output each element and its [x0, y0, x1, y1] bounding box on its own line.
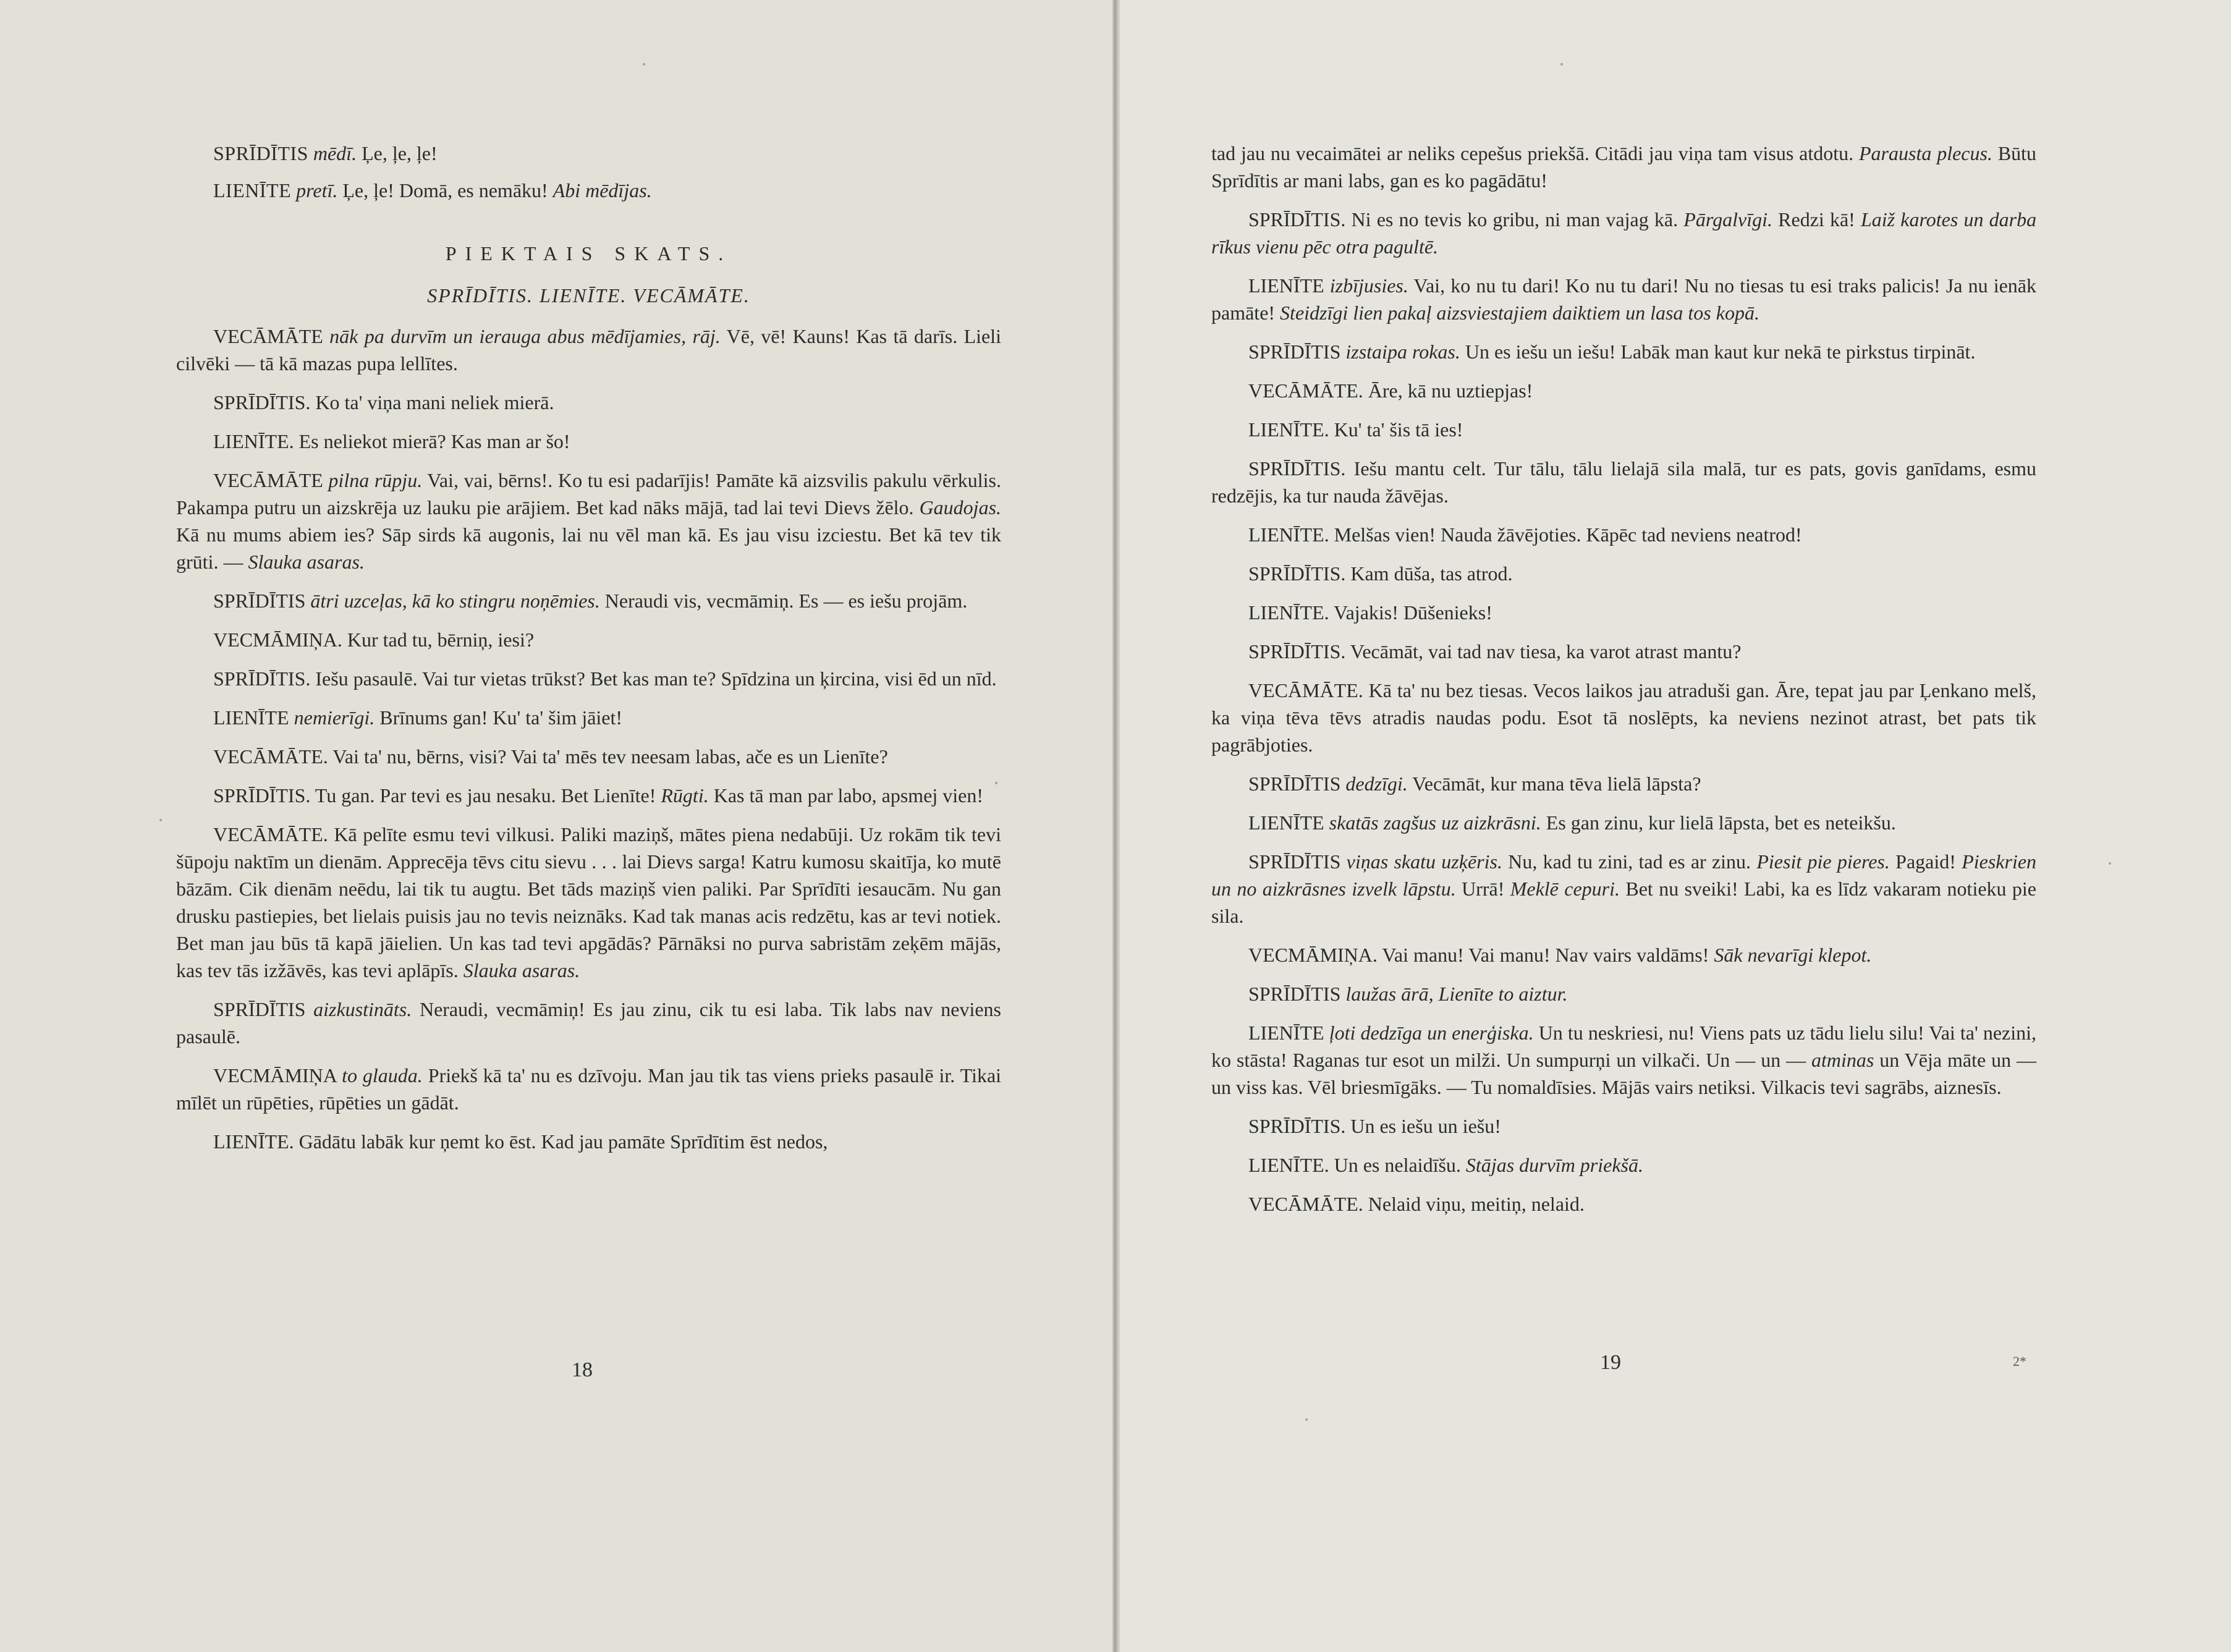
dialogue-line: VECĀMĀTE. Kā pelīte esmu tevi vilkusi. Paliki maziņš, mātes piena nedabūji. Uz rokām tik tevi šūpoju naktīm un dienām. Apprecēja tēvs citu sievu . . . lai Dievs sarga! Katru kumosu skaitīja, ko mutē bāzām. Cik dienām neēdu, lai tik tu augtu. Bet tāds maziņš vien paliki. Par Sprīdīti iesaucām. Nu gan drusku pastiepies, bet lielais puisis jau no tevis neiznāks. Kad tak manas acis redzētu, kas ar tevi notiek. Bet man jau būs tā kapā jāielien. Un kas tad tevi apgādās? Pārnāksi no purva sabristām zeķēm mājās, kas tev tās izžāvēs, kas tevi aplāpīs. Slauka asaras. [176, 823, 1002, 981]
paper-speck [159, 819, 162, 821]
dialogue-line: LIENĪTE nemierīgi. Brīnums gan! Ku' ta' šim jāiet! [213, 706, 623, 729]
dialogue-line: SPRĪDĪTIS. Un es iešu un iešu! [1248, 1115, 1501, 1137]
dialogue-line: LIENĪTE. Es neliekot mierā? Kas man ar šo! [213, 430, 570, 452]
dialogue-line: SPRĪDĪTIS mēdī. Ļe, ļe, ļe! [213, 142, 438, 164]
dialogue-line: VECMĀMIŅA. Vai manu! Vai manu! Nav vairs valdāms! Sāk nevarīgi klepot. [1248, 944, 1872, 966]
dialogue-line: VECĀMĀTE. Kā ta' nu bez tiesas. Vecos laikos jau atraduši gan. Āre, tepat jau par Ļenkano melš, ka viņa tēva tēvs atradis naudas podu. Esot tā noslēpts, ka neviens nezinot atrast, bet pats tik pagrābjoties. [1211, 679, 2037, 756]
dialogue-line: LIENĪTE pretī. Ļe, ļe! Domā, es nemāku! Abi mēdījas. [213, 179, 652, 201]
dialogue-line: VECMĀMIŅA to glauda. Priekš kā ta' nu es dzīvoju. Man jau tik tas viens prieks pasaulē ir. Tikai mīlēt un rūpēties, rūpēties un gādāt. [176, 1064, 1002, 1114]
paper-speck [1560, 63, 1563, 66]
dialogue-line: SPRĪDĪTIS ātri uzceļas, kā ko stingru noņēmies. Neraudi vis, vecmāmiņ. Es — es iešu projām. [213, 590, 968, 612]
dialogue-line: SPRĪDĪTIS. Iešu pasaulē. Vai tur vietas trūkst? Bet kas man te? Spīdzina un ķircina, visi ēd un nīd. [213, 667, 997, 690]
paper-speck [2109, 862, 2111, 865]
dialogue-line: VECĀMĀTE. Āre, kā nu uztiepjas! [1248, 379, 1533, 402]
dialogue-line: VECĀMĀTE nāk pa durvīm un ierauga abus mēdījamies, rāj. Vē, vē! Kauns! Kas tā darīs. Lieli cilvēki — tā kā mazas pupa lellītes. [176, 325, 1002, 375]
dialogue-line: LIENĪTE skatās zagšus uz aizkrāsni. Es gan zinu, kur lielā lāpsta, bet es neteikšu. [1248, 811, 1896, 834]
signature-mark: 2* [2013, 1353, 2026, 1369]
right-page-text [1211, 140, 2036, 1229]
dialogue-line: SPRĪDĪTIS. Vecāmāt, vai tad nav tiesa, ka varot atrast mantu? [1248, 640, 1742, 663]
dialogue-line: VECMĀMIŅA. Kur tad tu, bērniņ, iesi? [213, 629, 535, 651]
dialogue-line: LIENĪTE. Ku' ta' šis tā ies! [1248, 418, 1463, 441]
dialogue-line: SPRĪDĪTIS. Ko ta' viņa mani neliek mierā. [213, 391, 554, 413]
scene-heading: PIEKTAIS SKATS. [445, 242, 732, 265]
book-gutter [1112, 0, 1120, 1652]
scene-cast: SPRĪDĪTIS. LIENĪTE. VECĀMĀTE. [427, 284, 750, 307]
dialogue-line: VECĀMĀTE. Vai ta' nu, bērns, visi? Vai ta' mēs tev neesam labas, ače es un Lienīte? [213, 745, 888, 768]
page-number: 18 [572, 1358, 593, 1381]
left-page [0, 0, 1112, 1652]
dialogue-line: SPRĪDĪTIS viņas skatu uzķēris. Nu, kad tu zini, tad es ar zinu. Piesit pie pieres. Pagaid! Pieskrien un no aizkrāsnes izvelk lāpstu. Urrā! Meklē cepuri. Bet nu sveiki! Labi, ka es līdz vakaram notieku pie sila. [1211, 850, 2037, 927]
right-page [1120, 0, 2231, 1652]
left-page-text [176, 140, 1001, 1167]
dialogue-line: LIENĪTE. Melšas vien! Nauda žāvējoties. Kāpēc tad neviens neatrod! [1248, 523, 1802, 546]
dialogue-line: SPRĪDĪTIS dedzīgi. Vecāmāt, kur mana tēva lielā lāpsta? [1248, 773, 1701, 795]
paper-speck [995, 782, 997, 784]
dialogue-line: tad jau nu vecaimātei ar neliks cepešus priekšā. Citādi jau viņa tam visus atdotu. Paraustа plecus. Būtu Sprīdītis ar mani labs, gan es ko pagādātu! [1211, 142, 2037, 192]
dialogue-line: SPRĪDĪTIS. Iešu mantu celt. Tur tālu, tālu lielajā sila malā, tur es pats, govis ganīdams, esmu redzējis, ka tur nauda žāvējas. [1211, 457, 2037, 507]
dialogue-line: SPRĪDĪTIS laužas ārā, Lienīte to aiztur. [1248, 983, 1568, 1005]
dialogue-line: LIENĪTE izbījusies. Vai, ko nu tu dari! Ko nu tu dari! Nu no tiesas tu esi traks palicis! Ja nu ienāk pamāte! Steidzīgi lien pakaļ aizsviestajiem daiktiem un lasa tos kopā. [1211, 274, 2036, 324]
paper-speck [643, 63, 645, 66]
dialogue-line: LIENĪTE ļoti dedzīga un enerģiska. Un tu neskriesi, nu! Viens pats uz tādu lielu silu! Vai ta' nezini, ko stāsta! Raganas tur esot un milži. Un sumpurņi un vilkači. Un — un — atminas un Vēja māte un — un viss kas. Vēl briesmīgāks. — Tu nomaldīsies. Mājās vairs netiksi. Vilkacis tevi sagrābs, aiznesīs. [1211, 1022, 2037, 1098]
page-number: 19 [1600, 1351, 1621, 1374]
dialogue-line: LIENĪTE. Vajakis! Dūšenieks! [1248, 601, 1492, 624]
dialogue-line: SPRĪDĪTIS aizkustināts. Neraudi, vecmāmiņ! Es jau zinu, cik tu esi laba. Tik labs nav neviens pasaulē. [176, 998, 1002, 1048]
dialogue-line: VECĀMĀTE. Nelaid viņu, meitiņ, nelaid. [1248, 1193, 1585, 1215]
paper-speck [1305, 1418, 1308, 1421]
dialogue-line: SPRĪDĪTIS. Ni es no tevis ko gribu, ni man vajag kā. Pārgalvīgi. Redzi kā! Laiž karotes un darba rīkus vienu pēc otra pagultē. [1211, 208, 2037, 258]
dialogue-line: SPRĪDĪTIS. Kam dūša, tas atrod. [1248, 562, 1513, 585]
dialogue-line: LIENĪTE. Un es nelaidīšu. Stājas durvīm priekšā. [1248, 1154, 1643, 1176]
dialogue-line: VECĀMĀTE pilna rūpju. Vai, vai, bērns!. Ko tu esi padarījis! Pamāte kā aizsvilis pakulu vērkulis. Pakampa putru un aizskrēja uz lauku pie arājiem. Bet kad nāks mājā, tad lai tevi Dievs žēlo. Gaudojas. Kā nu mums abiem ies? Sāp sirds kā augonis, lai nu vēl man kā. Es jau visu izciestu. Bet kā tev tik grūti. — Slauka asaras. [176, 469, 1002, 573]
dialogue-line: SPRĪDĪTIS izstaipa rokas. Un es iešu un iešu! Labāk man kaut kur nekā te pirkstus tirpināt. [1248, 341, 1976, 363]
dialogue-line: LIENĪTE. Gādātu labāk kur ņemt ko ēst. Kad jau pamāte Sprīdītim ēst nedos, [213, 1130, 828, 1153]
dialogue-line: SPRĪDĪTIS. Tu gan. Par tevi es jau nesaku. Bet Lienīte! Rūgti. Kas tā man par labo, apsmej vien! [213, 784, 983, 807]
